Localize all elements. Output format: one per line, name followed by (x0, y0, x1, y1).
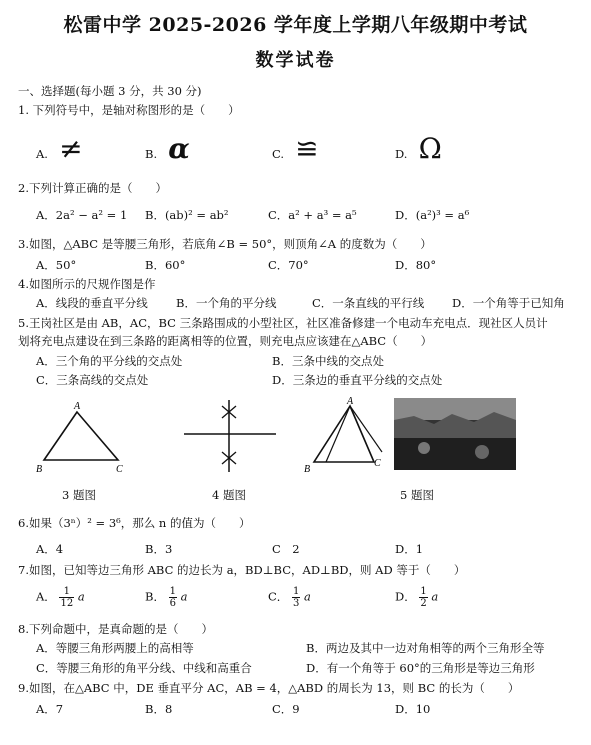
q7-option-a[interactable] (36, 586, 85, 609)
q7-option-a-fraction (59, 586, 74, 609)
q6-option-c[interactable]: C 2 (272, 542, 300, 556)
q4-construction-figure (180, 396, 280, 476)
q3-option-d[interactable]: D．80° (395, 258, 437, 272)
q2-option-b[interactable]: B．(ab)² = ab² (145, 208, 229, 222)
fraction-denominator: 3 (292, 598, 300, 609)
q6-option-d[interactable]: D．1 (395, 542, 424, 556)
q9-option-c[interactable]: C．9 (272, 702, 300, 716)
fraction-denominator: 12 (60, 598, 74, 609)
omega-icon: Ω (418, 132, 442, 165)
q2-stem: 2.下列计算正确的是（ ） (18, 181, 167, 195)
q8-stem: 8.下列命题中，是真命题的是（ ） (18, 622, 213, 636)
q3-label-c: C (116, 464, 123, 475)
photo-shape-1 (418, 442, 430, 454)
photo-ground (394, 438, 516, 470)
q3-stem: 3.如图，△ABC 是等腰三角形，若底角∠B = 50°，则顶角∠A 的度数为（ ） (18, 237, 432, 251)
q3-triangle-figure (32, 400, 132, 480)
q7-option-b[interactable] (145, 586, 188, 609)
q5-stem-line1: 5.王岗社区是由 AB，AC，BC 三条路围成的小型社区，社区准备修建一个电动车充电点．现社区人员计 (18, 316, 548, 330)
q5-label-b: B (304, 464, 311, 475)
q7-option-c-label: C． (268, 589, 289, 604)
q5-option-c[interactable]: C．三条高线的交点处 (36, 373, 149, 387)
q8-option-a[interactable]: A．等腰三角形两腰上的高相等 (36, 641, 194, 655)
q9-option-b[interactable]: B．8 (145, 702, 173, 716)
fraction-denominator: 6 (169, 598, 176, 609)
fraction-numerator: 1 (59, 586, 74, 598)
q5-triangle (314, 406, 374, 462)
q4-option-b[interactable]: B．一个角的平分线 (176, 296, 277, 310)
fraction-variable: a (304, 589, 311, 604)
q4-option-d[interactable]: D．一个角等于已知角 (452, 296, 565, 310)
q2-option-d[interactable]: D．(a²)³ = a⁶ (395, 208, 470, 222)
q1-option-a[interactable] (36, 132, 83, 165)
q5-option-b[interactable]: B．三条中线的交点处 (272, 354, 384, 368)
photo-shape-2 (475, 445, 489, 459)
q1-option-a-label: A. (36, 147, 48, 161)
q9-option-d[interactable]: D．10 (395, 702, 431, 716)
q9-option-a[interactable]: A．7 (36, 702, 64, 716)
fraction-variable: a (77, 589, 85, 604)
q7-option-b-label: B． (145, 589, 165, 604)
q6-option-a[interactable]: A．4 (36, 542, 64, 556)
fraction-variable: a (180, 589, 188, 604)
caption-q5: 5 题图 (400, 488, 434, 502)
q2-option-a[interactable]: A．2a² − a² = 1 (36, 208, 128, 222)
q3-label-a: A (74, 401, 81, 412)
q2-option-c[interactable]: C．a² + a³ = a⁵ (268, 208, 357, 222)
q6-option-b[interactable]: B．3 (145, 542, 173, 556)
q5-inner-line-1 (326, 406, 350, 462)
fraction-variable: a (431, 589, 439, 604)
q5-option-d[interactable]: D．三条边的垂直平分线的交点处 (272, 373, 443, 387)
q1-option-c-label: C. (272, 147, 285, 161)
q6-stem: 6.如果（3ⁿ）² = 3⁶，那么 n 的值为（ ） (18, 516, 251, 530)
q7-stem: 7.如图，已知等边三角形 ABC 的边长为 a，BD⊥BC，AD⊥BD，则 AD 等于（ ） (18, 563, 466, 577)
q7-option-d-label: D． (395, 589, 416, 604)
exam-subtitle: 数学试卷 (255, 50, 336, 71)
caption-q3: 3 题图 (62, 488, 96, 502)
q5-triangle-figure (300, 396, 395, 478)
congruent-icon: ≌ (295, 132, 319, 165)
q1-option-b-label: B. (145, 147, 158, 161)
q1-stem: 1. 下列符号中，是轴对称图形的是（ ） (18, 103, 240, 117)
q3-option-a[interactable]: A．50° (36, 258, 77, 272)
q3-option-b[interactable]: B．60° (145, 258, 186, 272)
q5-photo (394, 398, 516, 470)
q8-option-d[interactable]: D．有一个角等于 60°的三角形是等边三角形 (306, 661, 535, 675)
q1-option-d-label: D. (395, 147, 408, 161)
q7-option-b-fraction (169, 586, 177, 609)
fraction-numerator: 1 (292, 586, 300, 597)
q3-triangle (44, 412, 118, 460)
caption-q4: 4 题图 (212, 488, 246, 502)
q3-label-b: B (36, 464, 43, 475)
q7-option-c[interactable] (268, 586, 311, 609)
q1-option-b[interactable] (145, 132, 190, 165)
q5-label-c: C (374, 458, 381, 469)
section-heading: 一、选择题(每小题 3 分，共 30 分) (18, 84, 202, 98)
not-equal-icon: ≠ (59, 132, 83, 165)
q3-option-c[interactable]: C．70° (268, 258, 309, 272)
q1-option-d[interactable] (395, 132, 442, 165)
q7-option-d-fraction (419, 586, 427, 609)
alpha-icon: α (168, 132, 190, 165)
fraction-numerator: 1 (420, 586, 427, 597)
q4-stem: 4.如图所示的尺规作图是作 (18, 277, 156, 291)
q4-option-a[interactable]: A．线段的垂直平分线 (36, 296, 148, 310)
q7-option-a-label: A． (36, 589, 56, 604)
q7-option-c-fraction (292, 586, 300, 609)
fraction-numerator: 1 (169, 586, 176, 597)
q8-option-b[interactable]: B．两边及其中一边对角相等的两个三角形全等 (306, 641, 545, 655)
fraction-denominator: 2 (420, 598, 427, 609)
q8-option-c[interactable]: C．等腰三角形的角平分线、中线和高重合 (36, 661, 252, 675)
q5-stem-line2: 划将充电点建设在到三条路的距离相等的位置，则充电点应该建在△ABC（ ） (18, 334, 433, 348)
q1-option-c[interactable] (272, 132, 319, 165)
q5-option-a[interactable]: A．三个角的平分线的交点处 (36, 354, 183, 368)
q5-label-a: A (347, 396, 354, 407)
q9-stem: 9.如图，在△ABC 中，DE 垂直平分 AC，AB = 4，△ABD 的周长为 13，则 BC 的长为（ ） (18, 681, 520, 695)
exam-title: 松雷中学 2025-2026 学年度上学期八年级期中考试 (63, 14, 528, 36)
q7-option-d[interactable] (395, 586, 438, 609)
q4-option-c[interactable]: C．一条直线的平行线 (312, 296, 425, 310)
